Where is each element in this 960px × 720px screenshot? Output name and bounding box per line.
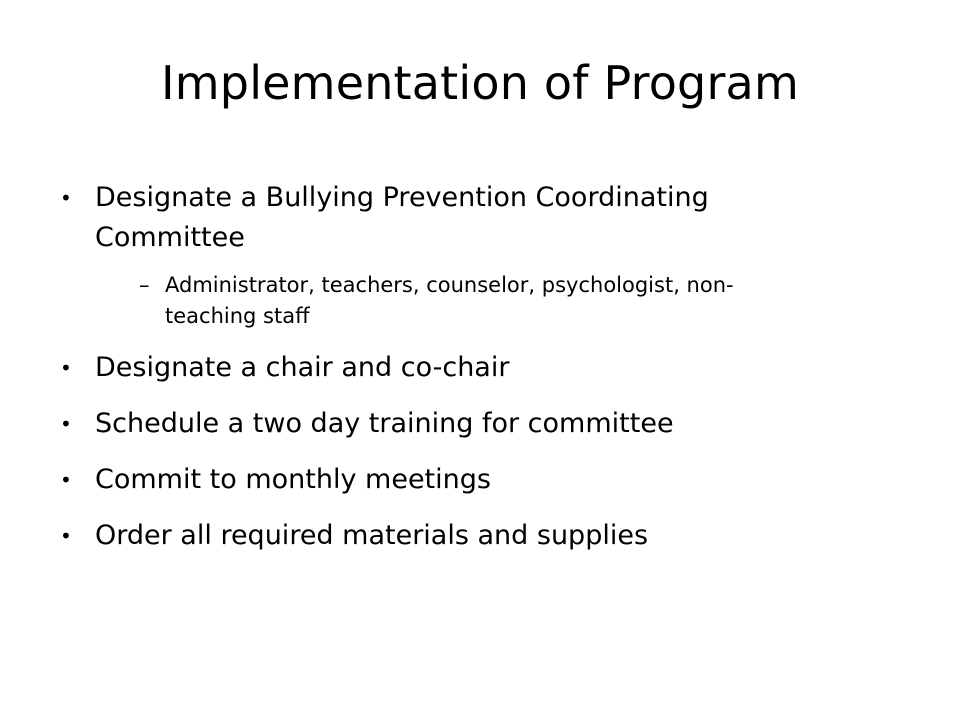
bullet-icon: • xyxy=(60,468,72,492)
bullet-list xyxy=(60,178,910,556)
bullet-item xyxy=(60,178,910,332)
bullet-icon: • xyxy=(60,186,72,210)
bullet-text: Designate a chair and co-chair xyxy=(95,352,510,383)
bullet-icon: • xyxy=(60,524,72,548)
bullet-text: Commit to monthly meetings xyxy=(95,464,491,495)
slide-title: Implementation of Program xyxy=(161,56,799,110)
bullet-icon: • xyxy=(60,356,72,380)
sub-bullet-item xyxy=(95,270,910,332)
bullet-icon: • xyxy=(60,412,72,436)
bullet-item xyxy=(60,404,910,444)
sub-bullet-text: Administrator, teachers, counselor, psychologist, non- teaching staff xyxy=(165,273,734,328)
bullet-item xyxy=(60,460,910,500)
sub-bullet-list xyxy=(95,270,910,332)
bullet-text: Designate a Bullying Prevention Coordinating Committee xyxy=(95,182,709,253)
bullet-text: Order all required materials and supplies xyxy=(95,520,649,551)
bullet-item xyxy=(60,348,910,388)
bullet-item xyxy=(60,516,910,556)
bullet-text: Schedule a two day training for committee xyxy=(95,408,674,439)
dash-icon: – xyxy=(139,273,150,297)
